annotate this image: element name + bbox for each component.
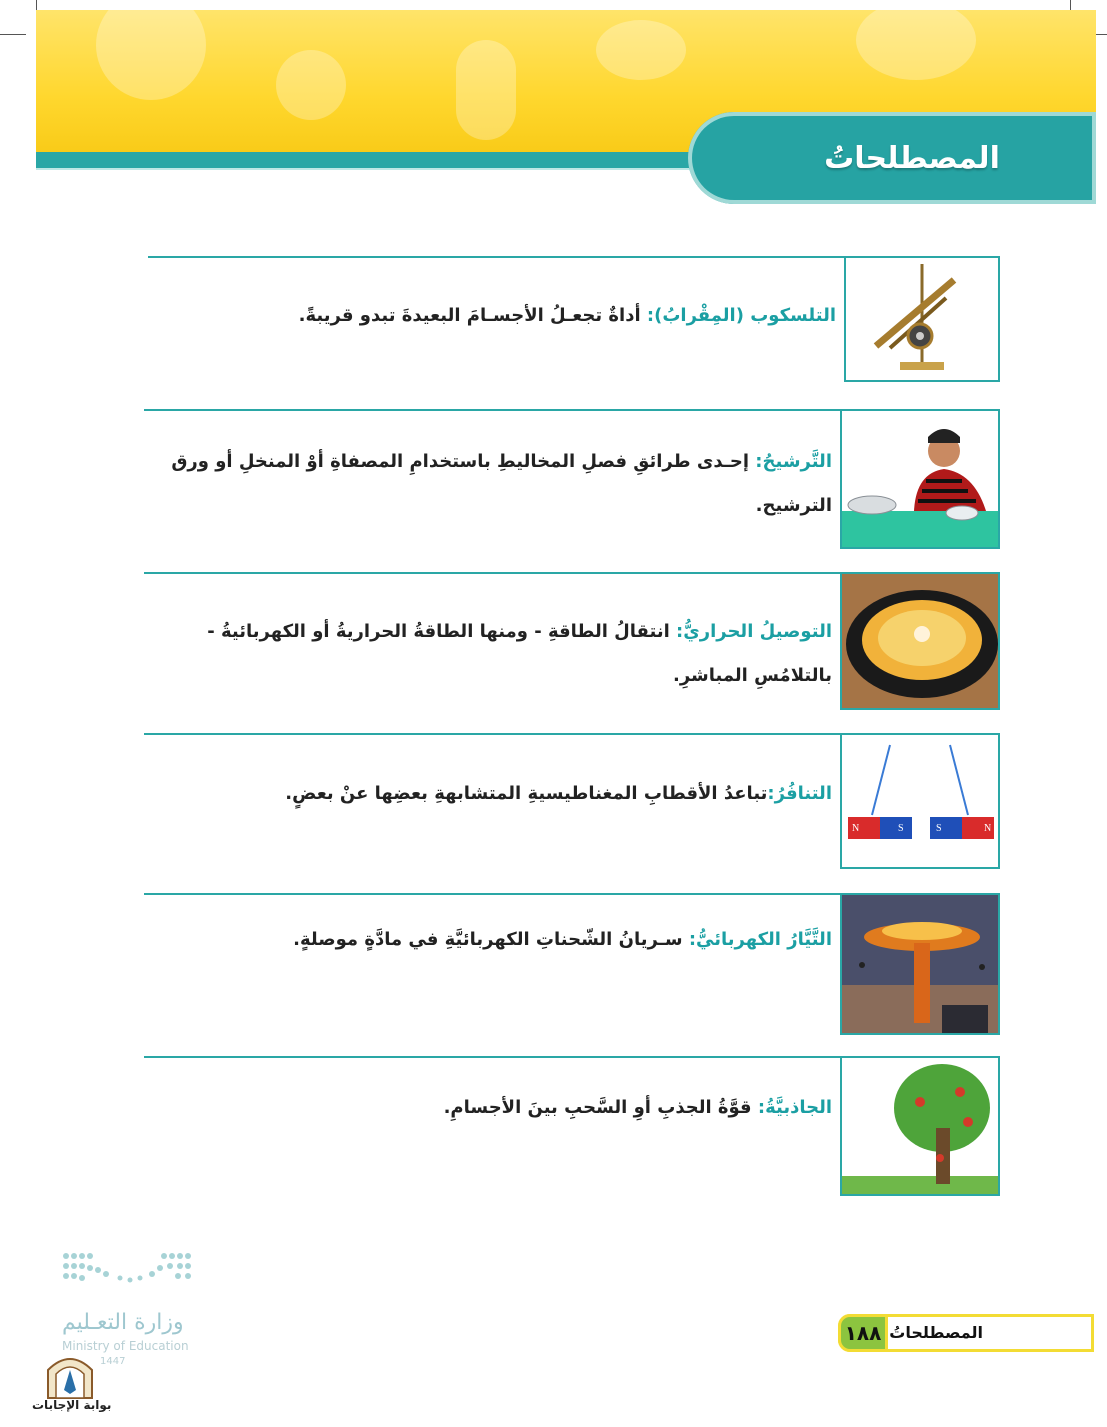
footer-label: المصطلحاتُ (889, 1323, 983, 1342)
divider-line (144, 1056, 840, 1058)
term-definition: أداةٌ تجعـلُ الأجسـامَ البعيدةَ تبدو قريبةً. (298, 305, 647, 326)
divider-line (144, 733, 840, 735)
divider-line (144, 409, 840, 411)
magnet-pole-label: N (852, 823, 860, 834)
term-definition: تباعدُ الأقطابِ المغناطيسيةِ المتشابهةِ بعضِها عنْ بعضٍ. (285, 783, 768, 804)
term-title: التنافُرُ: (767, 783, 832, 804)
ministry-name-arabic: وزارة التعـليم (62, 1310, 184, 1335)
term-text (160, 294, 836, 338)
page-title: المصطلحاتُ (824, 140, 1000, 176)
crop-mark (0, 34, 26, 35)
site-label: بوابة الإجابات (32, 1398, 112, 1412)
term-text (148, 440, 832, 528)
filtering-boy-image (840, 409, 1000, 549)
term-text (148, 918, 832, 962)
magnet-pole-label: N (984, 823, 992, 834)
site-logo-icon (34, 1352, 106, 1400)
term-definition: انتقالُ الطاقةِ - ومنها الطاقةُ الحراريةُ أو الكهربائيةُ - بالتلامُسِ المباشرِ. (207, 621, 832, 686)
term-title: التلسكوب (المِقْرابُ): (646, 305, 836, 326)
term-text (148, 1086, 832, 1130)
magnets-image (840, 733, 1000, 869)
ministry-logo-icon (60, 1248, 200, 1298)
divider-line (148, 256, 844, 258)
ministry-year: 1447 (100, 1356, 126, 1367)
term-definition: سـريانُ الشّحناتِ الكهربائيَّةِ في مادَّةٍ موصلةٍ. (293, 929, 689, 950)
term-title: الجاذبيَّةُ: (757, 1097, 832, 1118)
term-title: التَّيَّارُ الكهربائيُّ: (688, 929, 832, 950)
title-tab (688, 112, 1096, 204)
carousel-image (840, 893, 1000, 1035)
term-definition: قوَّةُ الجذبِ أوِ السَّحبِ بينَ الأجسامِ. (443, 1097, 758, 1118)
term-title: التوصيلُ الحراريُّ: (676, 621, 832, 642)
page-number: ١٨٨ (838, 1314, 888, 1352)
ministry-name-english: Ministry of Education (62, 1339, 189, 1353)
frying-pan-image (840, 572, 1000, 710)
term-text (144, 610, 832, 698)
magnet-pole-label: S (898, 823, 904, 834)
telescope-image (844, 256, 1000, 382)
apple-tree-image (840, 1056, 1000, 1196)
magnet-pole-label: S (936, 823, 942, 834)
banner-strip (36, 152, 736, 170)
divider-line (144, 893, 840, 895)
divider-line (144, 572, 840, 574)
page-footer (838, 1314, 1094, 1352)
term-definition: إحـدى طرائقِ فصلِ المخاليطِ باستخدامِ المصفاةِ أوْ المنخلِ أو ورق الترشيح. (171, 451, 832, 516)
term-text (148, 772, 832, 816)
term-title: التَّرشيحُ: (755, 451, 832, 472)
